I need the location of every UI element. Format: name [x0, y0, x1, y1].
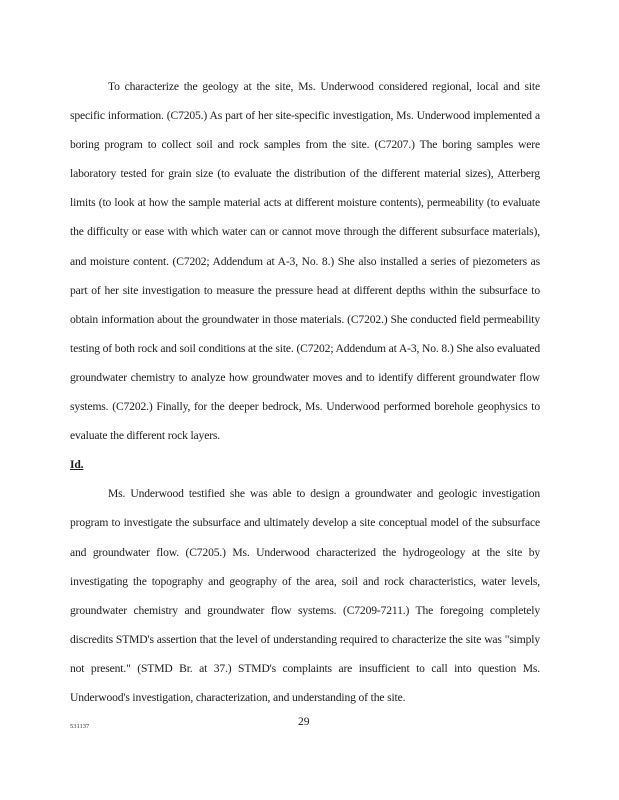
- paragraph-1: To characterize the geology at the site, Ms. Underwood considered regional, local and site specific information. (C7205.) As part of her site-specific investigation, Ms. Underwood implemented a boring program to collect soil and rock samples from the site. (C7207.) The boring samples were laboratory tested for grain size (to evaluate the distribution of the different material sizes), Atterberg limits (to look at how the sample material acts at different moisture contents), permeability (to evaluate the difficulty or ease with which water can or cannot move through the different subsurface materials), and moisture content. (C7202; Addendum at A-3, No. 8.) She also installed a series of piezometers as part of her site investigation to measure the pressure head at different depths within the subsurface to obtain information about the groundwater in those materials. (C7202.) She conducted field permeability testing of both rock and soil conditions at the site. (C7202; Addendum at A-3, No. 8.) She also evaluated groundwater chemistry to analyze how groundwater moves and to identify different groundwater flow systems. (C7202.) Finally, for the deeper bedrock, Ms. Underwood performed borehole geophysics to evaluate the different rock layers.: [70, 80, 540, 443]
- body-text: [70, 72, 540, 712]
- document-id: 531137: [70, 723, 90, 730]
- paragraph-2: Ms. Underwood testified she was able to design a groundwater and geologic investigation program to investigate the subsurface and ultimately develop a site conceptual model of the subsurface and groundwater flow. (C7205.) Ms. Underwood characterized the hydrogeology at the site by investigating the topography and geography of the area, soil and rock characteristics, water levels, groundwater chemistry and groundwater flow systems. (C7209-7211.) The foregoing completely discredits STMD's assertion that the level of understanding required to characterize the site was "simply not present." (STMD Br. at 37.) STMD's complaints are insufficient to call into question Ms. Underwood's investigation, characterization, and understanding of the site.: [70, 487, 540, 704]
- page-number: 29: [298, 716, 310, 728]
- citation-id: Id.: [70, 458, 84, 472]
